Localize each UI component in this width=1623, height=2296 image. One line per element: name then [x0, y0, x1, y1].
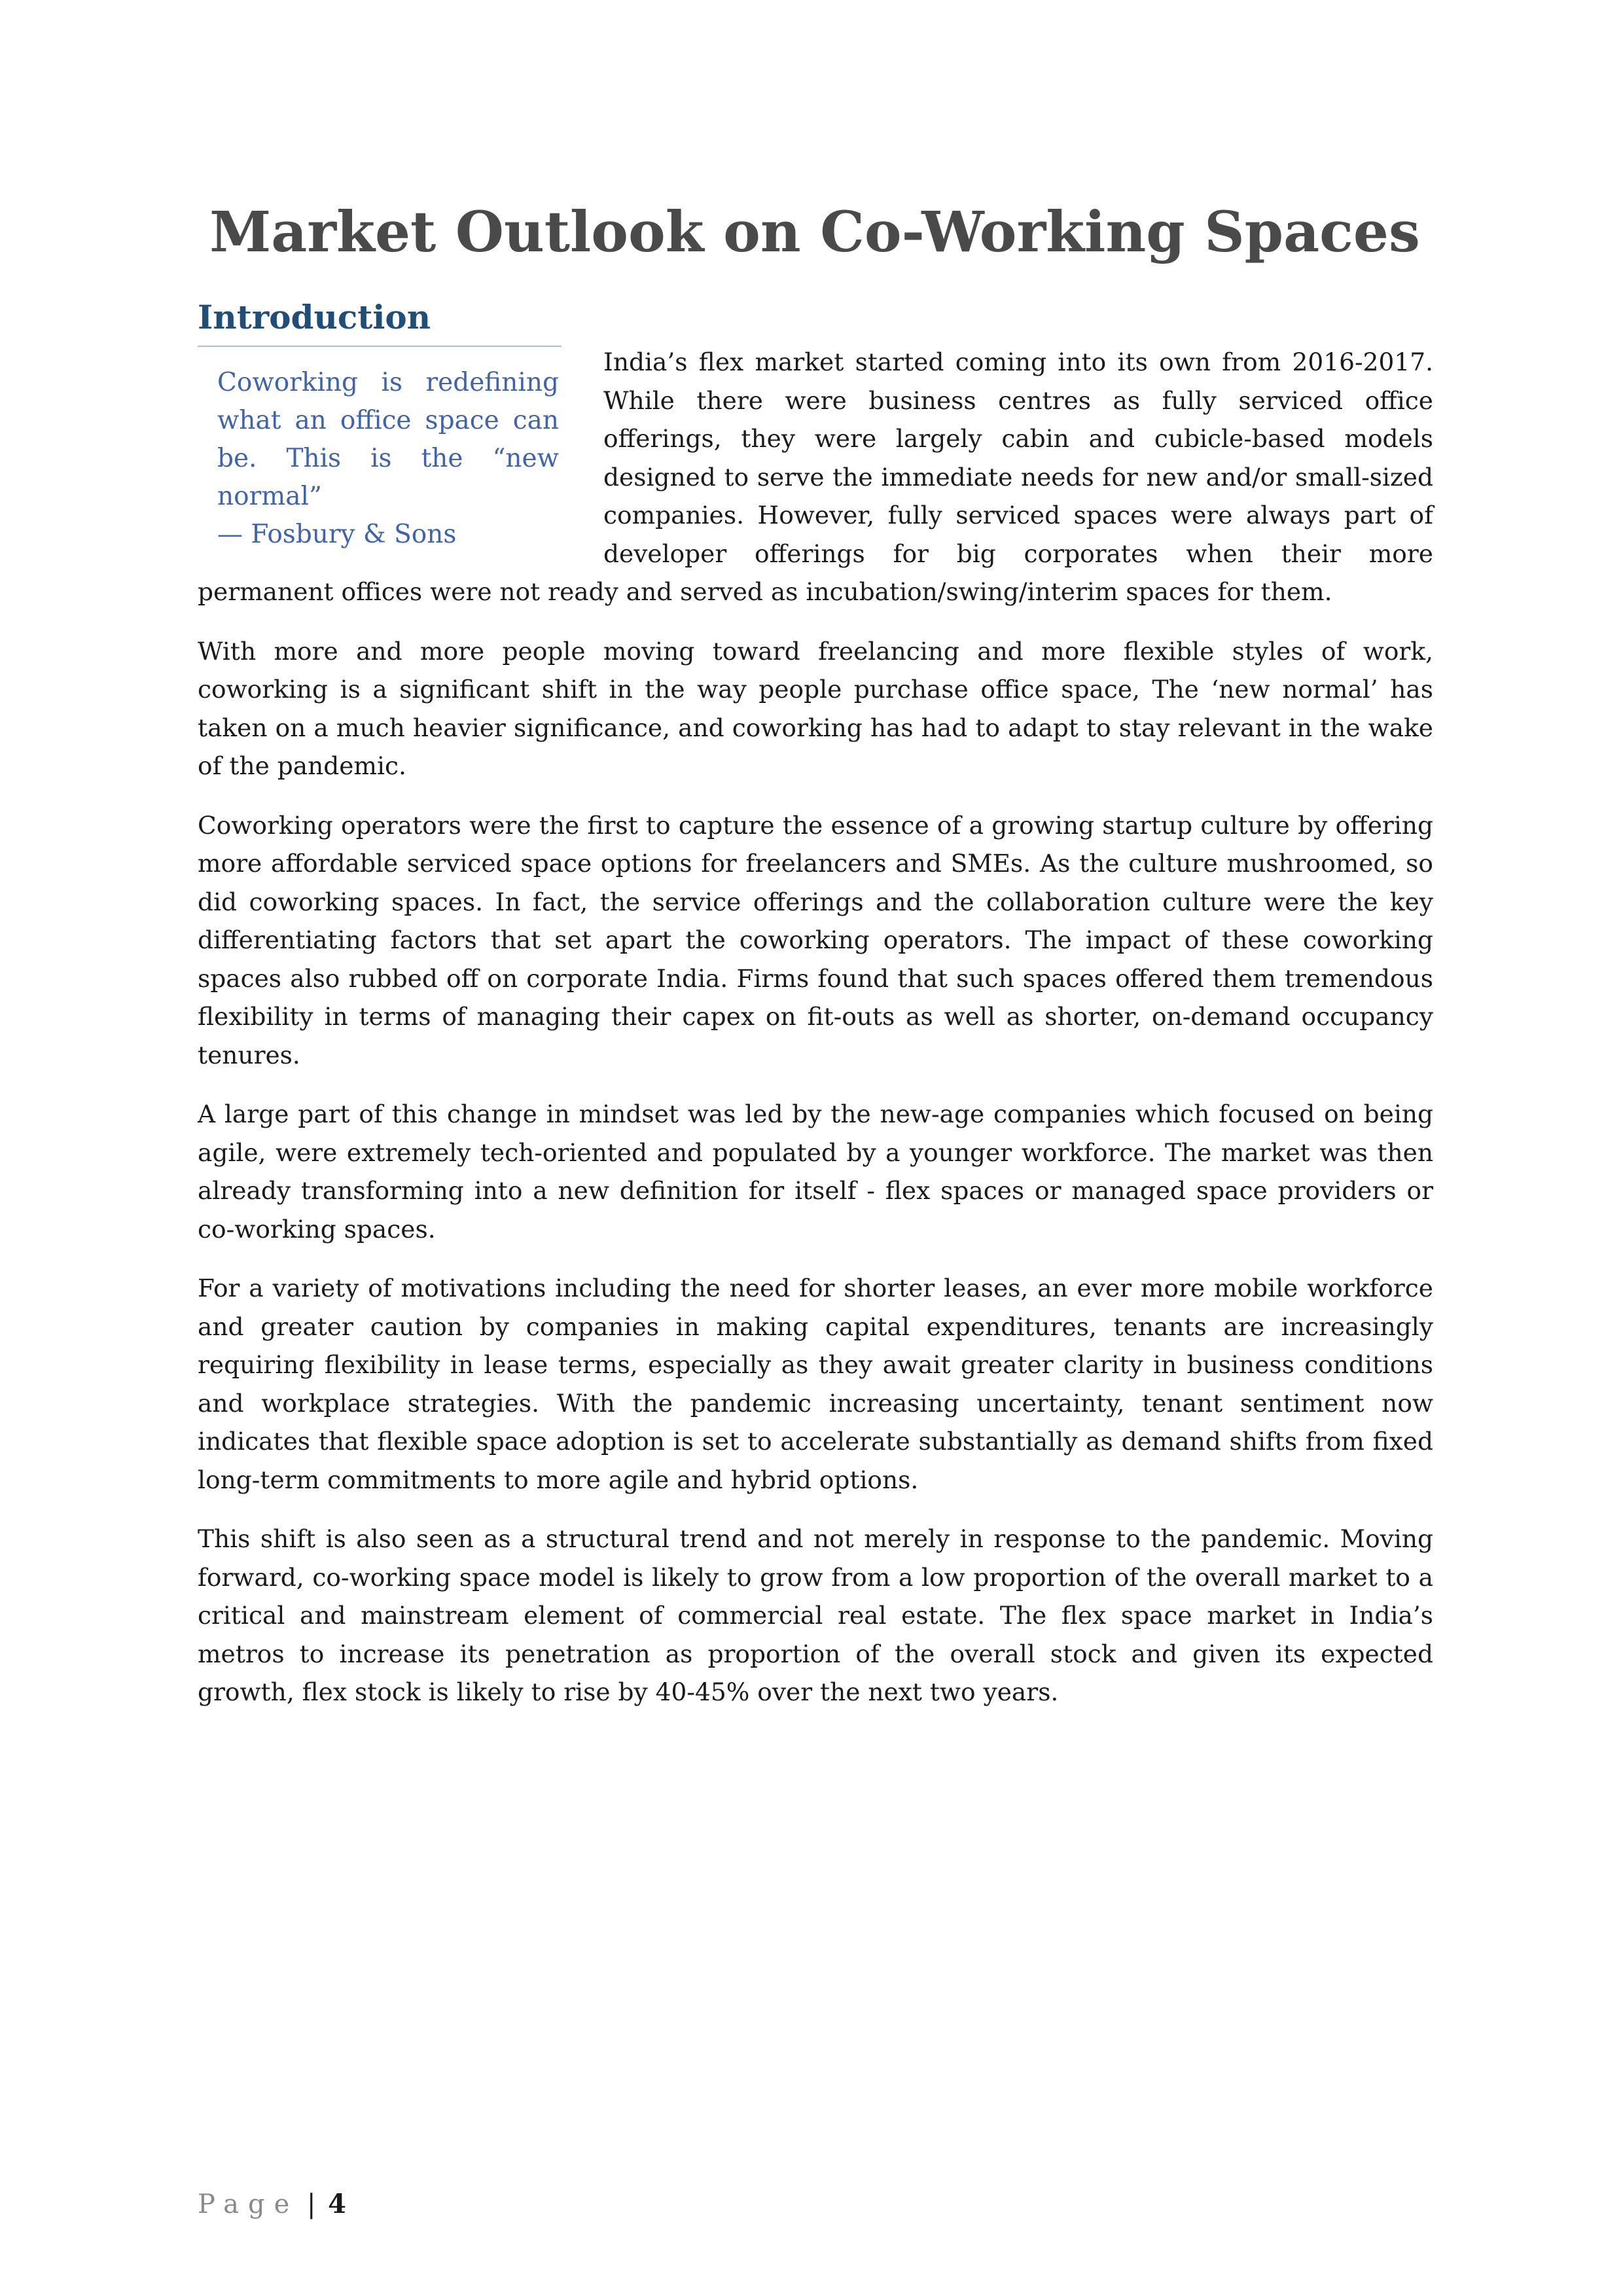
pull-quote-attribution: — Fosbury & Sons — [217, 520, 457, 549]
article-body — [198, 343, 1433, 1732]
page-number: 4 — [328, 2189, 347, 2219]
pull-quote-spacer — [198, 343, 603, 565]
paragraph: This shift is also seen as a structural trend and not merely in response to the pandemic. Moving forward, co-working space model is likely to grow from a low proportion of the overall market to a critical and mainstream element of commercial real estate. The flex space market in India’s metros to increase its penetration as proportion of the overall stock and given its expected growth, flex stock is likely to rise by 40-45% over the next two years. — [198, 1524, 1433, 1706]
pull-quote-text: Coworking is redefining what an office space can be. This is the “new normal” — [217, 368, 559, 511]
paragraph: With more and more people moving toward freelancing and more flexible styles of work, coworking is a significant shift in the way people purchase office space, The ‘new normal’ has taken on a much heavier significance, and coworking has had to adapt to stay relevant in the wake of the pandemic. — [198, 636, 1433, 780]
paragraph: A large part of this change in mindset was led by the new-age companies which focused on being agile, were extremely tech-oriented and populated by a younger workforce. The market was then already transforming into a new definition for itself - flex spaces or managed space providers or co-working spaces. — [198, 1100, 1433, 1244]
page-footer — [198, 2186, 346, 2223]
section-heading-introduction: Introduction — [198, 298, 431, 336]
paragraph: Coworking operators were the first to capture the essence of a growing startup culture by offering more affordable serviced space options for freelancers and SMEs. As the culture mushroomed, so did coworking spaces. In fact, the service offerings and the collaboration culture were the key differentiating factors that set apart the coworking operators. The impact of these coworking spaces also rubbed off on corporate India. Firms found that such spaces offered them tremendous flexibility in terms of managing their capex on fit-outs as well as shorter, on-demand occupancy tenures. — [198, 810, 1433, 1069]
page-label: Page — [198, 2189, 299, 2219]
page-separator: | — [306, 2189, 316, 2219]
page-title: Market Outlook on Co-Working Spaces — [209, 200, 1420, 265]
paragraph: India’s flex market started coming into its own from 2016-2017. While there were business centres as fully serviced office offerings, they were largely cabin and cubicle-based models designed to serve the immediate needs for new and/or small-sized companies. However, fully serviced spaces were always part of developer offerings for big corporates when their more permanent offices were not ready and served as incubation/swing/interim spaces for them. — [198, 348, 1433, 606]
paragraph: For a variety of motivations including the need for shorter leases, an ever more mobile workforce and greater caution by companies in making capital expenditures, tenants are increasingly requiring flexibility in lease terms, especially as they await greater clarity in business conditions and workplace strategies. With the pandemic increasing uncertainty, tenant sentiment now indicates that flexible space adoption is set to accelerate substantially as demand shifts from fixed long-term commitments to more agile and hybrid options. — [198, 1274, 1433, 1494]
